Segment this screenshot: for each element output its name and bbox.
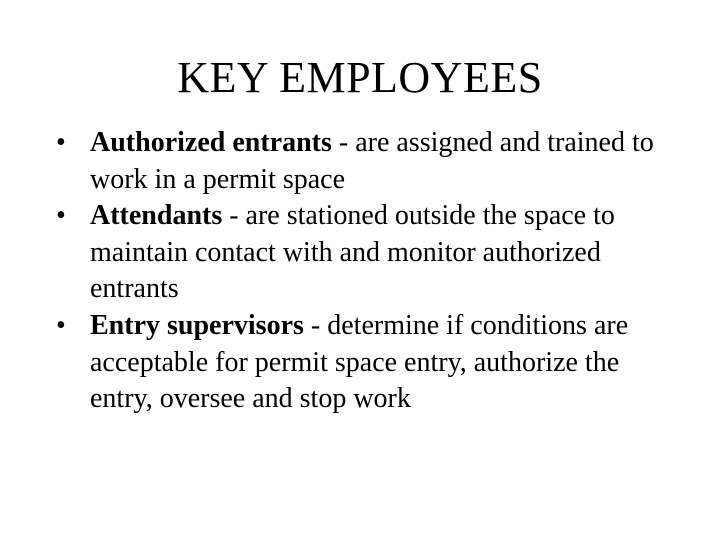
bullet-dot-icon: • (56, 200, 66, 232)
bullet-term: Authorized entrants (90, 127, 332, 158)
list-item (56, 125, 676, 198)
bullet-dot-icon: • (56, 309, 66, 341)
list-item (56, 198, 676, 308)
bullet-description: - are assigned and trained to work in a permit space (90, 127, 654, 195)
bullet-description: - are stationed outside the space to maintain contact with and monitor authorized entrants (90, 200, 615, 305)
list-item (56, 308, 676, 418)
bullet-description: - determine if conditions are acceptable for permit space entry, authorize the entry, oversee and stop work (90, 309, 629, 415)
slide-title: KEY EMPLOYEES (177, 53, 543, 102)
bullet-term: Attendants (90, 200, 223, 232)
bullet-list (56, 125, 676, 418)
bullet-term: Entry supervisors (90, 309, 304, 341)
bullet-dot-icon: • (56, 127, 66, 158)
